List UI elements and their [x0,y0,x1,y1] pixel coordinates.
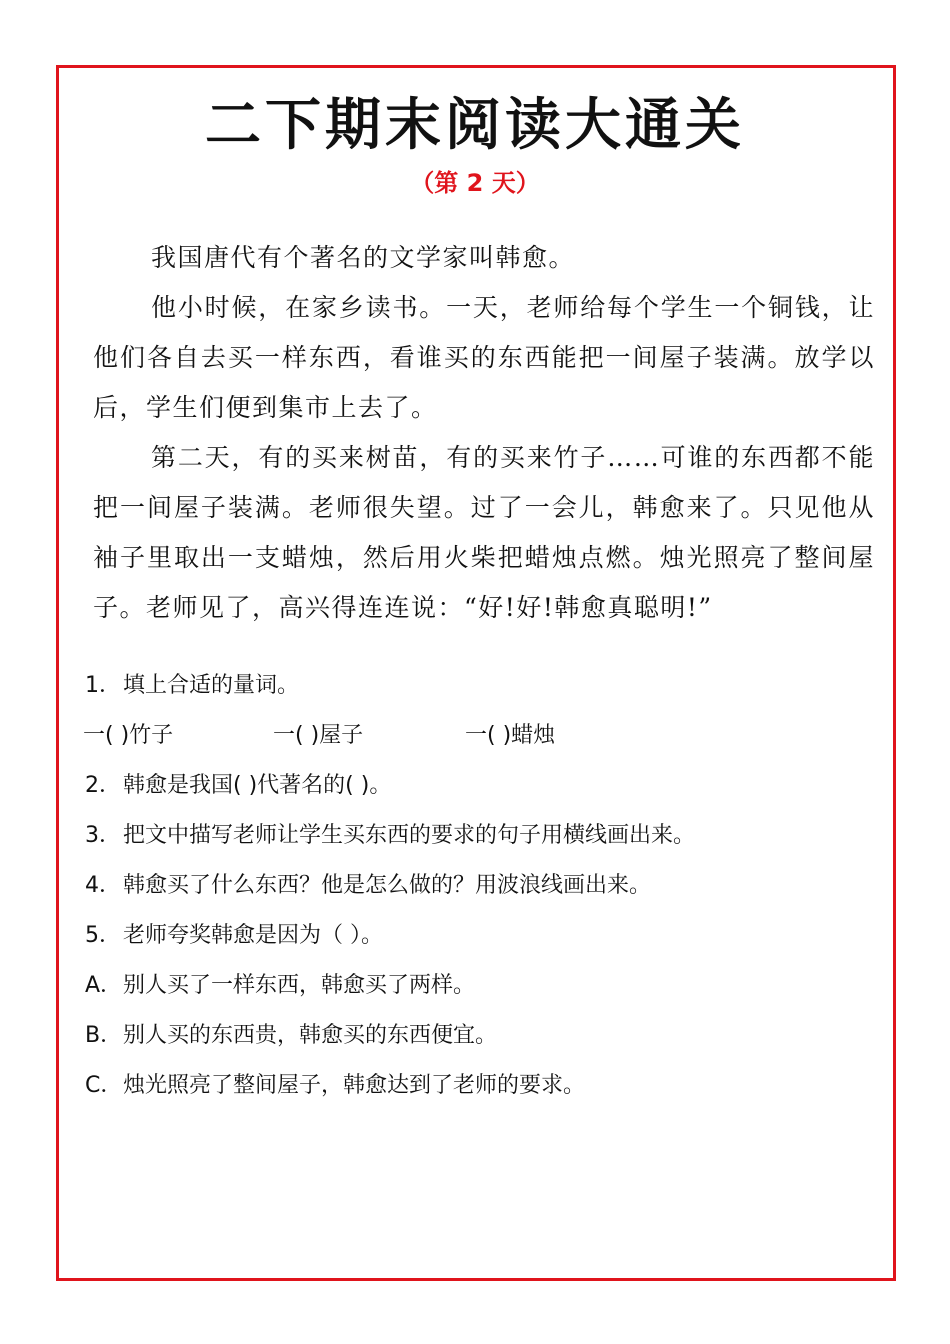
question-2 [85,761,875,811]
question-text: 韩愈买了什么东西？他是怎么做的？用波浪线画出来。 [123,873,652,898]
blank-candle[interactable]: 一( )蜡烛 [465,723,556,748]
question-number: 1． [85,673,121,698]
question-text[interactable]: 韩愈是我国( )代著名的( )。 [123,773,392,798]
reading-passage [93,233,875,633]
question-number: 5． [85,923,121,948]
day-subtitle: （第 2 天） [410,169,540,197]
option-letter: B． [85,1023,123,1048]
question-number: 3． [85,823,121,848]
question-text: 填上合适的量词。 [123,673,300,698]
question-4 [85,861,875,911]
option-c[interactable] [85,1061,875,1111]
blank-bamboo[interactable]: 一( )竹子 [83,723,174,748]
option-text: 别人买了一样东西，韩愈买了两样。 [123,973,476,998]
measure-word-blanks [83,711,875,761]
option-letter: C． [85,1073,123,1098]
question-3 [85,811,875,861]
option-text: 烛光照亮了整间屋子，韩愈达到了老师的要求。 [123,1073,586,1098]
question-1 [85,661,875,711]
passage-paragraph-1: 我国唐代有个著名的文学家叫韩愈。 [151,243,576,272]
option-b[interactable] [85,1011,875,1061]
question-text: 把文中描写老师让学生买东西的要求的句子用横线画出来。 [123,823,696,848]
question-text[interactable]: 老师夸奖韩愈是因为（ ）。 [123,923,383,948]
page-title: 二下期末阅读大通关 [205,93,745,158]
question-list [85,661,875,1111]
option-a[interactable] [85,961,875,1011]
question-5 [85,911,875,961]
question-number: 2． [85,773,121,798]
blank-house[interactable]: 一( )屋子 [273,723,364,748]
option-letter: A． [85,973,123,998]
option-text: 别人买的东西贵，韩愈买的东西便宜。 [123,1023,498,1048]
passage-paragraph-2: 他小时候，在家乡读书。一天，老师给每个学生一个铜钱，让他们各自去买一样东西，看谁买的东西能把一间屋子装满。放学以后，学生们便到集市上去了。 [93,293,875,422]
passage-paragraph-3: 第二天，有的买来树苗，有的买来竹子……可谁的东西都不能把一间屋子装满。老师很失望。过了一会儿，韩愈来了。只见他从袖子里取出一支蜡烛，然后用火柴把蜡烛点燃。烛光照亮了整间屋子。老师见了，高兴得连连说：“好!好!韩愈真聪明!” [93,443,875,622]
question-number: 4． [85,873,121,898]
